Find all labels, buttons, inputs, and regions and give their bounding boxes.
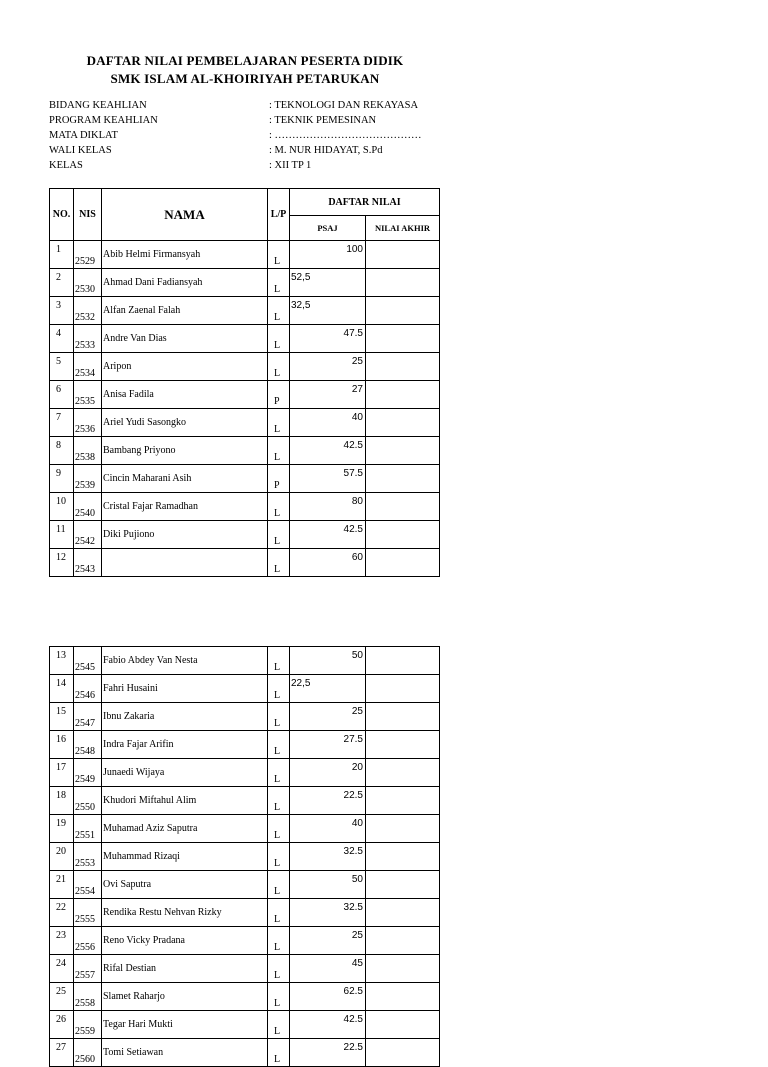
row-number: 24 xyxy=(50,955,74,983)
student-nis: 2539 xyxy=(74,465,102,493)
nilai-akhir-score xyxy=(366,269,440,297)
psaj-score: 50 xyxy=(290,647,366,675)
student-nis: 2558 xyxy=(74,983,102,1011)
student-nis: 2548 xyxy=(74,731,102,759)
table-body-page2 xyxy=(50,647,440,1067)
student-name: Rifal Destian xyxy=(102,955,268,983)
student-gender: L xyxy=(268,353,290,381)
table-row xyxy=(50,731,440,759)
student-nis: 2549 xyxy=(74,759,102,787)
nilai-akhir-score xyxy=(366,787,440,815)
student-gender: L xyxy=(268,269,290,297)
psaj-score: 32.5 xyxy=(290,899,366,927)
psaj-score: 57.5 xyxy=(290,465,366,493)
student-nis: 2554 xyxy=(74,871,102,899)
psaj-score: 25 xyxy=(290,703,366,731)
nilai-akhir-score xyxy=(366,353,440,381)
student-gender: L xyxy=(268,647,290,675)
student-name: Andre Van Dias xyxy=(102,325,268,353)
student-nis: 2555 xyxy=(74,899,102,927)
student-name: Junaedi Wijaya xyxy=(102,759,268,787)
row-number: 13 xyxy=(50,647,74,675)
row-number: 6 xyxy=(50,381,74,409)
nilai-akhir-score xyxy=(366,409,440,437)
row-number: 22 xyxy=(50,899,74,927)
table-row xyxy=(50,1039,440,1067)
table-row xyxy=(50,409,440,437)
student-nis: 2556 xyxy=(74,927,102,955)
student-name: Fabio Abdey Van Nesta xyxy=(102,647,268,675)
student-name: Cristal Fajar Ramadhan xyxy=(102,493,268,521)
table-row xyxy=(50,241,440,269)
nilai-akhir-score xyxy=(366,493,440,521)
student-gender: L xyxy=(268,703,290,731)
psaj-score: 32,5 xyxy=(290,297,366,325)
row-number: 9 xyxy=(50,465,74,493)
psaj-score: 25 xyxy=(290,353,366,381)
nilai-akhir-score xyxy=(366,241,440,269)
student-name: Tomi Setiawan xyxy=(102,1039,268,1067)
nilai-akhir-score xyxy=(366,983,440,1011)
nilai-akhir-score xyxy=(366,703,440,731)
nilai-akhir-score xyxy=(366,871,440,899)
student-nis: 2530 xyxy=(74,269,102,297)
nilai-akhir-score xyxy=(366,899,440,927)
student-gender: L xyxy=(268,241,290,269)
student-nis: 2553 xyxy=(74,843,102,871)
nilai-akhir-score xyxy=(366,647,440,675)
student-gender: L xyxy=(268,927,290,955)
student-name: Khudori Miftahul Alim xyxy=(102,787,268,815)
student-gender: L xyxy=(268,983,290,1011)
row-number: 27 xyxy=(50,1039,74,1067)
table-row xyxy=(50,759,440,787)
info-value: : TEKNOLOGI DAN REKAYASA xyxy=(269,100,419,111)
row-number: 5 xyxy=(50,353,74,381)
student-gender: L xyxy=(268,731,290,759)
psaj-score: 80 xyxy=(290,493,366,521)
student-gender: L xyxy=(268,1011,290,1039)
header-no: NO. xyxy=(50,189,74,241)
student-gender: L xyxy=(268,325,290,353)
row-number: 7 xyxy=(50,409,74,437)
row-number: 25 xyxy=(50,983,74,1011)
student-name: Cincin Maharani Asih xyxy=(102,465,268,493)
table-row xyxy=(50,297,440,325)
row-number: 15 xyxy=(50,703,74,731)
student-name: Ibnu Zakaria xyxy=(102,703,268,731)
table-row xyxy=(50,325,440,353)
psaj-score: 22,5 xyxy=(290,675,366,703)
student-gender: L xyxy=(268,521,290,549)
student-name: Tegar Hari Mukti xyxy=(102,1011,268,1039)
student-name: Diki Pujiono xyxy=(102,521,268,549)
row-number: 21 xyxy=(50,871,74,899)
student-nis: 2533 xyxy=(74,325,102,353)
table-row xyxy=(50,787,440,815)
row-number: 12 xyxy=(50,549,74,577)
table-row xyxy=(50,465,440,493)
nilai-akhir-score xyxy=(366,325,440,353)
table-row xyxy=(50,647,440,675)
nilai-akhir-score xyxy=(366,465,440,493)
row-number: 1 xyxy=(50,241,74,269)
row-number: 23 xyxy=(50,927,74,955)
table-row xyxy=(50,675,440,703)
student-gender: L xyxy=(268,759,290,787)
psaj-score: 27.5 xyxy=(290,731,366,759)
row-number: 2 xyxy=(50,269,74,297)
psaj-score: 100 xyxy=(290,241,366,269)
nilai-akhir-score xyxy=(366,815,440,843)
student-nis: 2545 xyxy=(74,647,102,675)
student-name: Rendika Restu Nehvan Rizky xyxy=(102,899,268,927)
info-value: : XII TP 1 xyxy=(269,160,312,171)
row-number: 14 xyxy=(50,675,74,703)
nilai-akhir-score xyxy=(366,437,440,465)
psaj-score: 20 xyxy=(290,759,366,787)
student-name: Indra Fajar Arifin xyxy=(102,731,268,759)
table-row xyxy=(50,843,440,871)
psaj-score: 40 xyxy=(290,815,366,843)
header-psaj: PSAJ xyxy=(290,216,366,241)
psaj-score: 60 xyxy=(290,549,366,577)
info-value: : …………………………………… xyxy=(269,130,422,141)
student-nis: 2536 xyxy=(74,409,102,437)
student-nis: 2547 xyxy=(74,703,102,731)
psaj-score: 25 xyxy=(290,927,366,955)
document-title-line1: DAFTAR NILAI PEMBELAJARAN PESERTA DIDIK xyxy=(86,53,404,68)
row-number: 3 xyxy=(50,297,74,325)
psaj-score: 40 xyxy=(290,409,366,437)
psaj-score: 50 xyxy=(290,871,366,899)
psaj-score: 42.5 xyxy=(290,437,366,465)
student-nis: 2551 xyxy=(74,815,102,843)
nilai-akhir-score xyxy=(366,843,440,871)
info-label: KELAS xyxy=(49,160,83,171)
row-number: 18 xyxy=(50,787,74,815)
student-gender: P xyxy=(268,381,290,409)
info-label: BIDANG KEAHLIAN xyxy=(49,100,147,111)
document-title-line2: SMK ISLAM AL-KHOIRIYAH PETARUKAN xyxy=(110,71,380,86)
student-gender: L xyxy=(268,409,290,437)
student-name: Slamet Raharjo xyxy=(102,983,268,1011)
student-nis: 2535 xyxy=(74,381,102,409)
student-gender: L xyxy=(268,297,290,325)
psaj-score: 32.5 xyxy=(290,843,366,871)
student-nis: 2546 xyxy=(74,675,102,703)
psaj-score: 62.5 xyxy=(290,983,366,1011)
student-name xyxy=(102,549,268,577)
student-nis: 2559 xyxy=(74,1011,102,1039)
row-number: 19 xyxy=(50,815,74,843)
nilai-akhir-score xyxy=(366,549,440,577)
student-gender: L xyxy=(268,493,290,521)
student-name: Ahmad Dani Fadiansyah xyxy=(102,269,268,297)
student-name: Muhamad Aziz Saputra xyxy=(102,815,268,843)
table-row xyxy=(50,521,440,549)
table-row xyxy=(50,871,440,899)
nilai-akhir-score xyxy=(366,381,440,409)
header-nama: NAMA xyxy=(102,189,268,241)
nilai-akhir-score xyxy=(366,927,440,955)
student-name: Abib Helmi Firmansyah xyxy=(102,241,268,269)
student-gender: L xyxy=(268,675,290,703)
table-row xyxy=(50,899,440,927)
psaj-score: 42.5 xyxy=(290,1011,366,1039)
student-name: Ovi Saputra xyxy=(102,871,268,899)
table-row xyxy=(50,955,440,983)
header-lp: L/P xyxy=(268,189,290,241)
nilai-akhir-score xyxy=(366,759,440,787)
nilai-akhir-score xyxy=(366,1039,440,1067)
student-gender: L xyxy=(268,871,290,899)
table-row xyxy=(50,493,440,521)
info-value: : TEKNIK PEMESINAN xyxy=(269,115,377,126)
row-number: 4 xyxy=(50,325,74,353)
table-row xyxy=(50,983,440,1011)
nilai-akhir-score xyxy=(366,1011,440,1039)
grades-table-page2 xyxy=(49,646,440,1067)
table-row xyxy=(50,437,440,465)
student-name: Aripon xyxy=(102,353,268,381)
row-number: 16 xyxy=(50,731,74,759)
info-value: : M. NUR HIDAYAT, S.Pd xyxy=(269,145,383,156)
info-label: WALI KELAS xyxy=(49,145,112,156)
student-nis: 2534 xyxy=(74,353,102,381)
info-row-mata-diklat xyxy=(49,128,449,143)
table-row xyxy=(50,381,440,409)
student-nis: 2529 xyxy=(74,241,102,269)
student-gender: P xyxy=(268,465,290,493)
grades-table-page1 xyxy=(49,188,440,577)
info-row-bidang xyxy=(49,98,449,113)
info-row-wali-kelas xyxy=(49,143,449,158)
nilai-akhir-score xyxy=(366,731,440,759)
student-gender: L xyxy=(268,955,290,983)
student-nis: 2543 xyxy=(74,549,102,577)
psaj-score: 47.5 xyxy=(290,325,366,353)
table-row xyxy=(50,815,440,843)
psaj-score: 22.5 xyxy=(290,1039,366,1067)
table-row xyxy=(50,353,440,381)
student-nis: 2557 xyxy=(74,955,102,983)
psaj-score: 42.5 xyxy=(290,521,366,549)
row-number: 26 xyxy=(50,1011,74,1039)
student-nis: 2550 xyxy=(74,787,102,815)
student-gender: L xyxy=(268,549,290,577)
student-gender: L xyxy=(268,899,290,927)
psaj-score: 27 xyxy=(290,381,366,409)
row-number: 11 xyxy=(50,521,74,549)
nilai-akhir-score xyxy=(366,675,440,703)
student-nis: 2540 xyxy=(74,493,102,521)
student-gender: L xyxy=(268,843,290,871)
row-number: 10 xyxy=(50,493,74,521)
psaj-score: 45 xyxy=(290,955,366,983)
student-name: Reno Vicky Pradana xyxy=(102,927,268,955)
student-gender: L xyxy=(268,787,290,815)
student-name: Fahri Husaini xyxy=(102,675,268,703)
student-gender: L xyxy=(268,1039,290,1067)
info-label: PROGRAM KEAHLIAN xyxy=(49,115,158,126)
student-nis: 2560 xyxy=(74,1039,102,1067)
header-nis: NIS xyxy=(74,189,102,241)
header-nilai-akhir: NILAI AKHIR xyxy=(366,216,440,241)
row-number: 17 xyxy=(50,759,74,787)
student-nis: 2542 xyxy=(74,521,102,549)
table-row xyxy=(50,549,440,577)
nilai-akhir-score xyxy=(366,955,440,983)
header-daftar-nilai: DAFTAR NILAI xyxy=(290,189,440,216)
info-row-program xyxy=(49,113,449,128)
nilai-akhir-score xyxy=(366,297,440,325)
info-row-kelas xyxy=(49,158,449,173)
psaj-score: 52,5 xyxy=(290,269,366,297)
class-info xyxy=(49,98,449,173)
student-nis: 2538 xyxy=(74,437,102,465)
student-gender: L xyxy=(268,815,290,843)
table-row xyxy=(50,1011,440,1039)
student-name: Muhammad Rizaqi xyxy=(102,843,268,871)
student-name: Alfan Zaenal Falah xyxy=(102,297,268,325)
table-body-page1 xyxy=(50,241,440,577)
info-label: MATA DIKLAT xyxy=(49,130,118,141)
student-nis: 2532 xyxy=(74,297,102,325)
student-gender: L xyxy=(268,437,290,465)
student-name: Ariel Yudi Sasongko xyxy=(102,409,268,437)
student-name: Anisa Fadila xyxy=(102,381,268,409)
table-row xyxy=(50,269,440,297)
psaj-score: 22.5 xyxy=(290,787,366,815)
row-number: 20 xyxy=(50,843,74,871)
nilai-akhir-score xyxy=(366,521,440,549)
student-name: Bambang Priyono xyxy=(102,437,268,465)
row-number: 8 xyxy=(50,437,74,465)
table-row xyxy=(50,927,440,955)
table-row xyxy=(50,703,440,731)
